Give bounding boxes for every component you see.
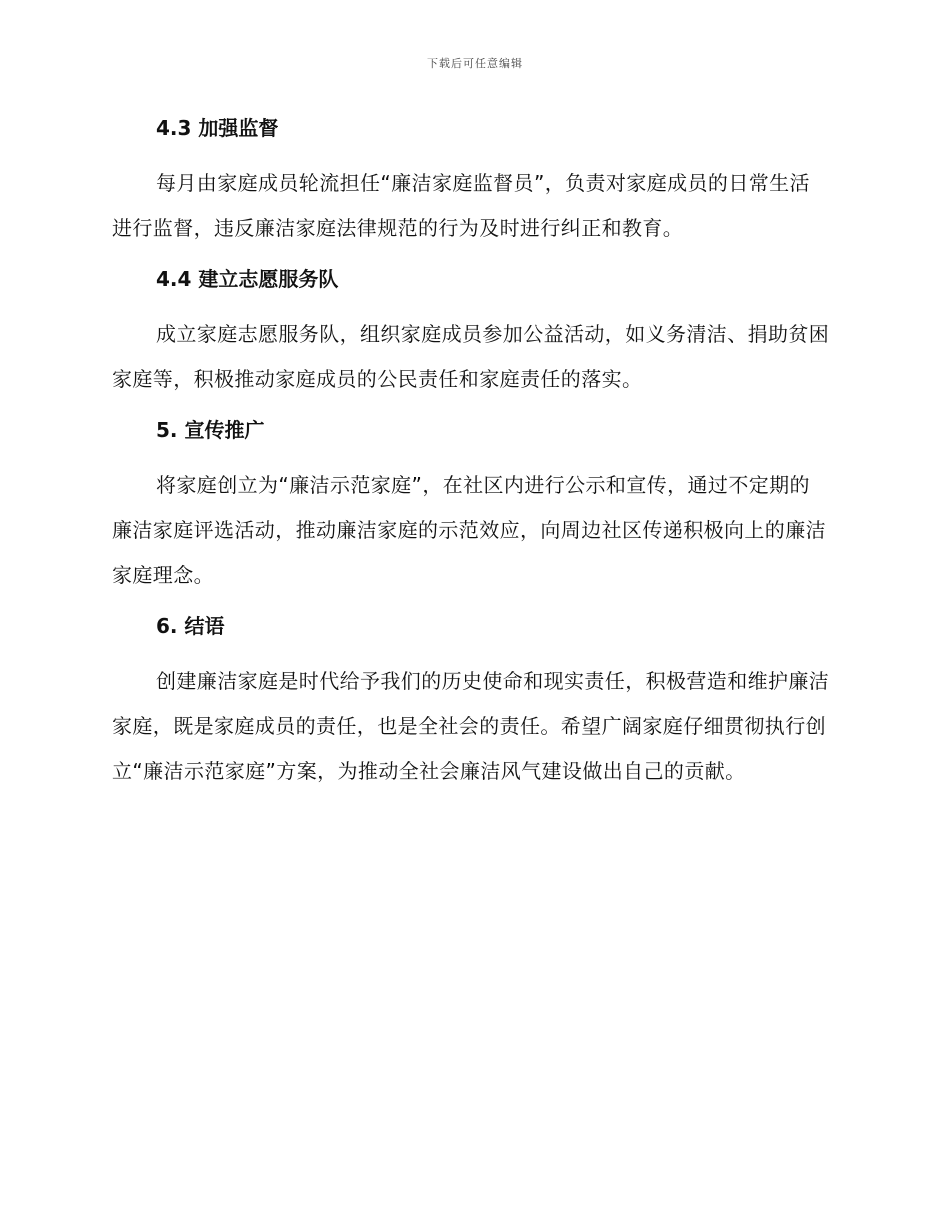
page-header: 下载后可任意编辑 [427,57,523,70]
section-heading-4-3: 4.3 加强监督 [156,116,279,140]
section-heading-4-4: 4.4 建立志愿服务队 [156,267,339,291]
section-heading-5: 5. 宣传推广 [156,418,265,442]
section-paragraph-5: 将家庭创立为“廉洁示范家庭”，在社区内进行公示和宣传，通过不定期的廉洁家庭评选活动，推动廉洁家庭的示范效应，向周边社区传递积极向上的廉洁家庭理念。 [112,473,826,587]
section-paragraph-4-4: 成立家庭志愿服务队，组织家庭成员参加公益活动，如义务清洁、捐助贫困家庭等，积极推动家庭成员的公民责任和家庭责任的落实。 [112,322,830,391]
section-paragraph-4-3: 每月由家庭成员轮流担任“廉洁家庭监督员”，负责对家庭成员的日常生活进行监督，违反廉洁家庭法律规范的行为及时进行纠正和教育。 [112,171,810,240]
document-body [112,110,830,794]
section-paragraph-6: 创建廉洁家庭是时代给予我们的历史使命和现实责任，积极营造和维护廉洁家庭，既是家庭成员的责任，也是全社会的责任。希望广阔家庭仔细贯彻执行创立“廉洁示范家庭”方案，为推动全社会廉洁风气建设做出自己的贡献。 [112,669,830,783]
section-heading-6: 6. 结语 [156,614,225,638]
